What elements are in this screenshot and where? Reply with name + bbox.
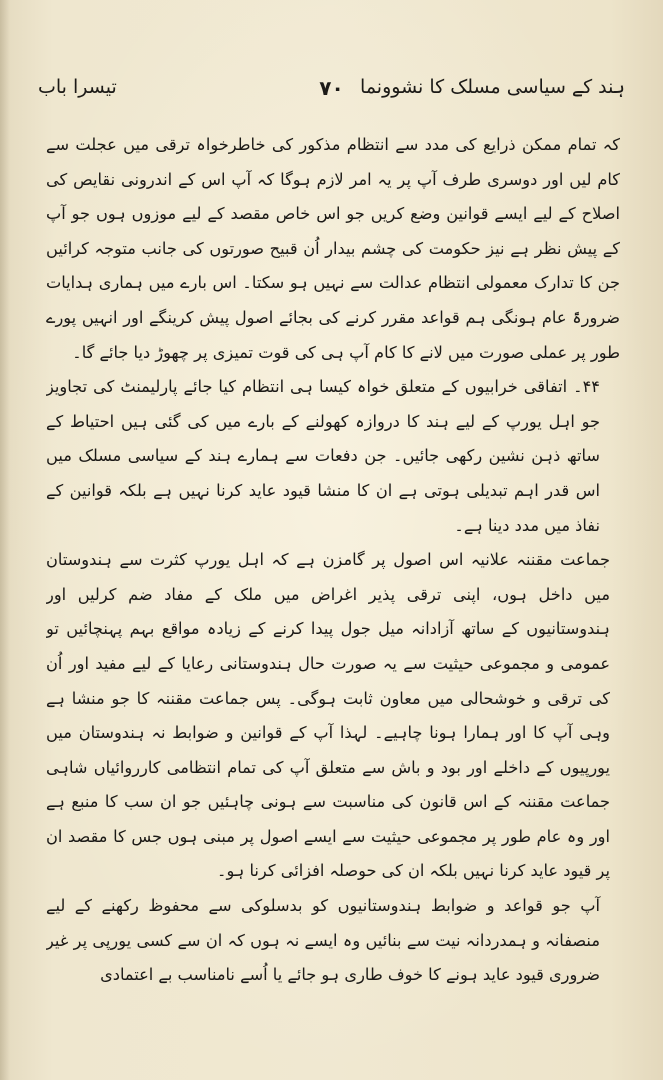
book-title: ہند کے سیاسی مسلک کا نشوونما [360, 76, 625, 98]
paragraph-4: آپ جو قواعد و ضوابط ہندوستانیوں کو بدسلوکی سے محفوظ رکھنے کے لیے منصفانہ و ہمدردانہ نیت سے بنائیں وہ ایسے نہ ہوں کہ ان سے کسی یورپی پر غیر ضروری قیود عاید ہونے کا خوف طاری ہو جائے یا اُسے نامناسب بے اعتمادی [46, 896, 600, 985]
page-body [46, 128, 620, 988]
page-number: ۷۰ [319, 76, 344, 100]
paragraph-2: ۴۴۔ اتفاقی خرابیوں کے متعلق خواہ کیسا ہی انتظام کیا جائے پارلیمنٹ کی تجاویز جو اہل یورپ کے لیے ہند کا دروازہ کھولنے کے بارے میں کی گئی ہیں احتیاط کے ساتھ ذہن نشین رکھی جائیں۔ جن دفعات سے ہمارے ہند کے سیاسی مسلک میں اس قدر اہم تبدیلی ہوتی ہے ان کا منشا قیود عاید کرنا نہیں ہے بلکہ قوانین کے نفاذ میں مدد دینا ہے۔ [46, 377, 600, 535]
paragraph-3: جماعت مقننہ علانیہ اس اصول پر گامزن ہے کہ اہل یورپ کثرت سے ہندوستان میں داخل ہوں، اپنی ترقی پذیر اغراض میں ملک کے مفاد ضم کرلیں اور ہندوستانیوں کے ساتھ آزادانہ میل جول پیدا کرنے کے زیادہ مواقع بہم پہنچائیں تو عمومی و مجموعی حیثیت سے یہ صورت حال ہندوستانی رعایا کے لیے مفید اور اُن کی ترقی و خوشحالی میں معاون ثابت ہوگی۔ پس جماعت مقننہ کا جو منشا ہے وہی آپ کا اور ہمارا ہونا چاہیے۔ لہذا آپ کے قوانین و ضوابط نہ ہندوستان میں یورپیوں کے داخلے اور بود و باش سے متعلق آپ کی تمام انتظامی کارروائیاں شاہی جماعت مقننہ کے اس قانون کی مناسبت سے ہونی چاہئیں جو ان سب کا منبع ہے اور وہ عام طور پر مجموعی حیثیت سے ایسے اصول پر مبنی ہوں جس کا مقصد ان پر قیود عاید کرنا نہیں بلکہ ان کی حوصلہ افزائی کرنا ہو۔ [46, 550, 610, 881]
spine-shadow [0, 0, 10, 1080]
chapter-title: تیسرا باب [38, 76, 117, 98]
paragraph-1: کہ تمام ممکن ذرایع کی مدد سے انتظام مذکور کی خاطرخواہ ترقی میں عجلت سے کام لیں اور دوسری طرف آپ پر یہ امر لازم ہوگا کہ آپ اس کے اندرونی نقایص کی اصلاح کے لیے ایسے قوانین وضع کریں جو اس خاص مقصد کے لیے موزوں ہوں جو آپ کے پیش نظر ہے نیز حکومت کی چشم بیدار اُن قبیح صورتوں کی جانب متوجہ کرائیں جن کا تدارک معمولی انتظام عدالت سے نہیں ہو سکتا۔ اس بارے میں ہماری ہدایات ضرورۃً عام ہونگی ہم قواعد مقرر کرنے کی بجائے اصول پیش کرینگے اور انہیں پورے طور پر عملی صورت میں لانے کا کام آپ ہی کی قوت تمیزی پر چھوڑ دیا جائے گا۔ [46, 135, 620, 362]
running-head [38, 76, 625, 112]
